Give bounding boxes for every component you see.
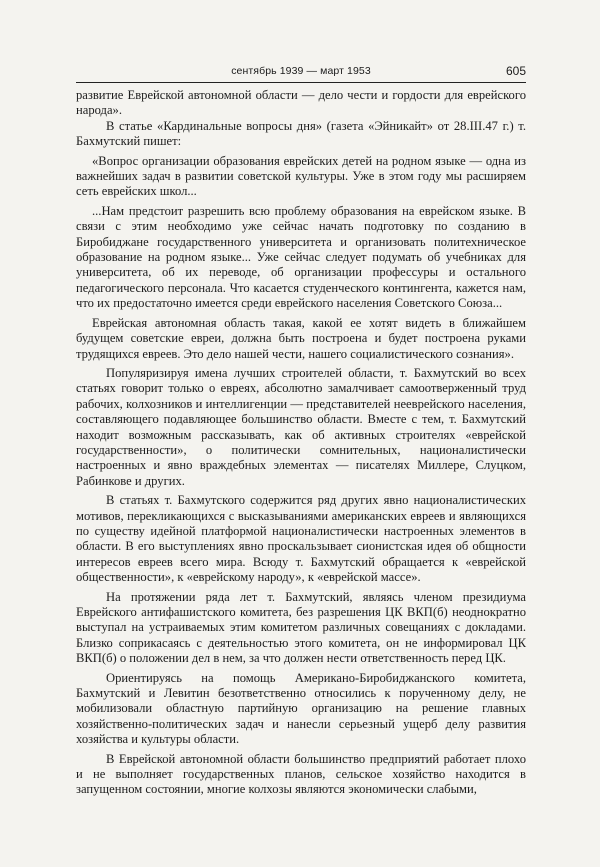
paragraph: Популяризируя имена лучших строителей области, т. Бахмутский во всех статьях говорит только о евреях, абсолютно замалчивает самоотверженный труд рабочих, колхозников и интеллигенции — представителей нееврейского населения, составляющего подавляющее большинство области. Вместе с тем, т. Бахмутский находит возможным рассказывать, как об активных строителях «еврейской государственности», о политически сомнительных, националистически настроенных и явно враждебных элементах — писателях Миллере, Слуцком, Рабинкове и других. [76,365,526,488]
paragraph: В Еврейской автономной области большинство предприятий работает плохо и не выполняет государственных планов, сельское хозяйство находится в запущенном состоянии, многие колхозы являются экономически слабыми, [76,751,526,797]
running-header [76,64,526,83]
paragraph: развитие Еврейской автономной области — дело чести и гордости для еврейского народа». [76,88,526,118]
body-text [76,88,526,798]
header-title: сентябрь 1939 — март 1953 [231,65,371,77]
paragraph: В статьях т. Бахмутского содержится ряд других явно националистических мотивов, перекликающихся с высказываниями американских евреев и являющихся по существу идейной платформой националистически настроенных элементов в области. В его выступлениях явно проскальзывает сионистская идея об общности интересов евреев всего мира. Всюду т. Бахмутский обращается к «еврейской общественности», к «еврейскому народу», к «еврейской массе». [76,493,526,585]
quote-paragraph: «Вопрос организации образования еврейских детей на родном языке — одна из важнейших задач в развитии советской культуры. Уже в этом году мы расширяем сеть еврейских школ... [76,153,526,199]
paragraph: На протяжении ряда лет т. Бахмутский, являясь членом президиума Еврейского антифашистского комитета, без разрешения ЦК ВКП(б) неоднократно выступал на устраиваемых этим комитетом различных совещаниях с докладами. Близко соприкасаясь с деятельностью этого комитета, он не информировал ЦК ВКП(б) о положении дел в нем, за что должен нести ответственность перед ЦК. [76,589,526,666]
paragraph: Ориентируясь на помощь Американо-Биробиджанского комитета, Бахмутский и Левитин безответственно относились к порученному делу, не мобилизовали областную партийную организацию на решение главных хозяйственно-политических задач и нанесли серьезный ущерб делу развития хозяйства и культуры области. [76,670,526,747]
page-number: 605 [505,64,526,78]
paragraph: В статье «Кардинальные вопросы дня» (газета «Эйникайт» от 28.III.47 г.) т. Бахмутский пишет: [76,118,526,149]
quote-paragraph: ...Нам предстоит разрешить всю проблему образования на еврейском языке. В связи с этим необходимо уже сейчас начать подготовку по созданию в Биробиджане государственного университета и организовать политехническое образование на родном языке... Уже сейчас следует подумать об учебниках для университета, об их переводе, об организации профессуры и остального педагогического персонала. Что касается студенческого контингента, кажется нам, что их предостаточно имеется среди еврейского населения Советского Союза... [76,203,526,311]
quote-paragraph: Еврейская автономная область такая, какой ее хотят видеть в ближайшем будущем советские евреи, должна быть построена и будет построена руками трудящихся евреев. Это дело нашей чести, нашего социалистического сознания». [76,315,526,361]
